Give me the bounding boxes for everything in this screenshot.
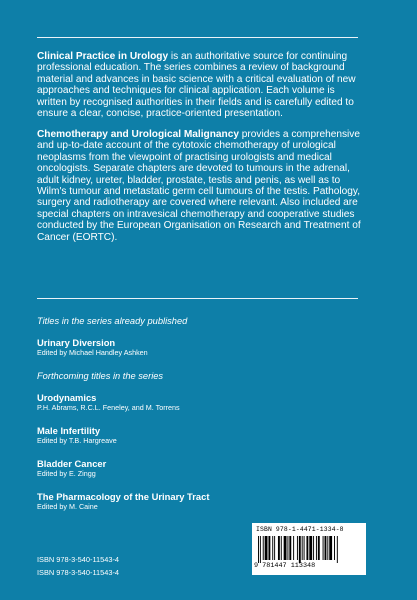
top-divider <box>37 37 358 38</box>
entry-authors: Edited by T.B. Hargreave <box>37 436 117 445</box>
entry-title: Urinary Diversion <box>37 337 116 348</box>
barcode-isbn-label: ISBN 978-1-4471-1334-8 <box>256 526 344 533</box>
barcode-number: 9 781447 113348 <box>254 562 316 570</box>
barcode-panel <box>252 523 366 575</box>
series-text: is an authoritative source for continuing professional education. The series combines a review of background material and advances in basic science with a critical evaluation of new approaches and techniques for clinical application. Each volume is written by recognised authorities in their fields and is carefully edited to ensure a clear, concise, practice-oriented presentation. <box>37 51 356 120</box>
forthcoming-entry <box>37 491 367 511</box>
published-heading: Titles in the series already published <box>37 316 188 326</box>
book-paragraph <box>37 129 362 244</box>
barcode-icon <box>258 536 362 563</box>
series-description <box>37 51 362 252</box>
entry-title: Bladder Cancer <box>37 458 107 469</box>
entry-title: Urodynamics <box>37 392 97 403</box>
isbn-block <box>37 556 119 582</box>
isbn-line: ISBN 978-3-540-11543-4 <box>37 568 120 577</box>
series-paragraph <box>37 51 362 120</box>
middle-divider <box>37 298 358 299</box>
entry-title: Male Infertility <box>37 425 101 436</box>
entry-authors: Edited by M. Caine <box>37 502 98 511</box>
published-entry <box>37 337 367 357</box>
forthcoming-entry <box>37 392 367 412</box>
book-text: provides a comprehensive and up-to-date account of the cytotoxic chemotherapy of urological neoplasms from the viewpoint of practising urologists and medical oncologists. Separate chapters are devoted to tumours in the adrenal, adult kidney, ureter, bladder, prostate, testis and penis, as well as to Wilm's tumour and metastatic germ cell tumours of the testis. Pathology, surgery and radiotherapy are covered where relevant. Also included are special chapters on intravesical chemotherapy and cooperative studies conducted by the European Organisation on Research and Treatment of Cancer (EORTC). <box>37 128 361 243</box>
entry-authors: P.H. Abrams, R.C.L. Feneley, and M. Torrens <box>37 403 180 412</box>
book-title: Chemotherapy and Urological Malignancy <box>37 128 239 140</box>
isbn-line: ISBN 978-3-540-11543-4 <box>37 555 120 564</box>
entry-authors: Edited by E. Zingg <box>37 469 96 478</box>
entry-title: The Pharmacology of the Urinary Tract <box>37 491 210 502</box>
forthcoming-entry <box>37 458 367 478</box>
series-title: Clinical Practice in Urology <box>37 51 169 62</box>
forthcoming-heading: Forthcoming titles in the series <box>37 371 164 381</box>
forthcoming-entry <box>37 425 367 445</box>
series-list <box>37 316 367 511</box>
entry-authors: Edited by Michael Handley Ashken <box>37 348 148 357</box>
